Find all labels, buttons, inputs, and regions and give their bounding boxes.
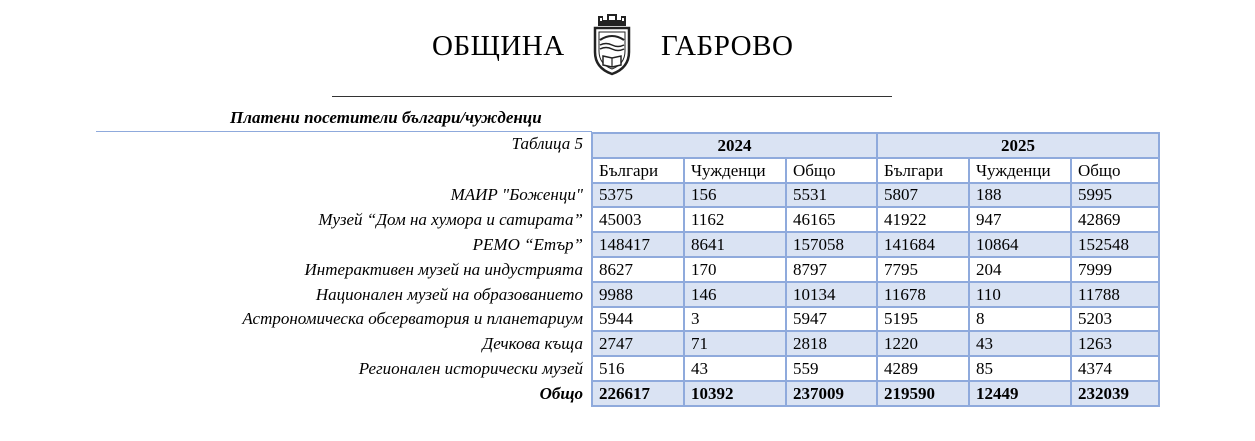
table-cell: 10134 bbox=[786, 282, 877, 307]
table-cell: 146 bbox=[684, 282, 786, 307]
table-caption: Таблица 5 bbox=[511, 134, 583, 153]
table-row bbox=[96, 257, 1159, 282]
table-cell: 41922 bbox=[877, 207, 969, 232]
table-cell: 43 bbox=[684, 356, 786, 381]
table-cell: 7999 bbox=[1071, 257, 1159, 282]
total-cell: 226617 bbox=[592, 381, 684, 406]
table-cell: 42869 bbox=[1071, 207, 1159, 232]
table-total-row bbox=[96, 381, 1159, 406]
total-cell: 219590 bbox=[877, 381, 969, 406]
table-cell: 170 bbox=[684, 257, 786, 282]
table-cell: 43 bbox=[969, 331, 1071, 356]
table-cell: 71 bbox=[684, 331, 786, 356]
table-cell: 5947 bbox=[786, 307, 877, 332]
table-cell: 5203 bbox=[1071, 307, 1159, 332]
table-cell: 3 bbox=[684, 307, 786, 332]
table-cell: 2747 bbox=[592, 331, 684, 356]
table-cell: 5195 bbox=[877, 307, 969, 332]
table-cell: 45003 bbox=[592, 207, 684, 232]
table-cell: 8641 bbox=[684, 232, 786, 257]
total-cell: 12449 bbox=[969, 381, 1071, 406]
visitors-table bbox=[96, 132, 1160, 407]
table-row bbox=[96, 331, 1159, 356]
table-cell: 141684 bbox=[877, 232, 969, 257]
row-label: Интерактивен музей на индустрията bbox=[304, 259, 583, 279]
row-label: РЕМО “Етър” bbox=[472, 235, 583, 255]
header-divider bbox=[332, 96, 892, 97]
table-cell: 4289 bbox=[877, 356, 969, 381]
table-cell: 2818 bbox=[786, 331, 877, 356]
table-cell: 110 bbox=[969, 282, 1071, 307]
row-label: Астрономическа обсерватория и планетариум bbox=[242, 309, 583, 329]
table-cell: 85 bbox=[969, 356, 1071, 381]
table-row bbox=[96, 282, 1159, 307]
table-year-row bbox=[96, 133, 1159, 158]
row-label: Дечкова къща bbox=[482, 334, 583, 354]
table-cell: 5944 bbox=[592, 307, 684, 332]
gabrovo-coat-of-arms-icon bbox=[590, 12, 634, 76]
row-label: Национален музей на образованието bbox=[315, 284, 583, 304]
table-cell: 559 bbox=[786, 356, 877, 381]
table-cell: 8 bbox=[969, 307, 1071, 332]
header-city-word: ГАБРОВО bbox=[661, 30, 794, 62]
column-header: Българи bbox=[877, 158, 969, 183]
table-cell: 157058 bbox=[786, 232, 877, 257]
table-cell: 8627 bbox=[592, 257, 684, 282]
column-header: Българи bbox=[592, 158, 684, 183]
table-cell: 4374 bbox=[1071, 356, 1159, 381]
column-header: Чужденци bbox=[684, 158, 786, 183]
table-cell: 10864 bbox=[969, 232, 1071, 257]
total-cell: 237009 bbox=[786, 381, 877, 406]
row-label: Регионален исторически музей bbox=[358, 359, 583, 379]
letterhead bbox=[0, 10, 1255, 80]
table-cell: 5995 bbox=[1071, 183, 1159, 208]
header-municipality-word: ОБЩИНА bbox=[432, 30, 565, 62]
total-cell: 10392 bbox=[684, 381, 786, 406]
table-cell: 11678 bbox=[877, 282, 969, 307]
table-cell: 1263 bbox=[1071, 331, 1159, 356]
table-cell: 5531 bbox=[786, 183, 877, 208]
table-cell: 188 bbox=[969, 183, 1071, 208]
column-header: Общо bbox=[1071, 158, 1159, 183]
column-header: Общо bbox=[786, 158, 877, 183]
table-row bbox=[96, 207, 1159, 232]
table-cell: 9988 bbox=[592, 282, 684, 307]
table-cell: 152548 bbox=[1071, 232, 1159, 257]
table-row bbox=[96, 183, 1159, 208]
table-cell: 5807 bbox=[877, 183, 969, 208]
table-cell: 1162 bbox=[684, 207, 786, 232]
table-cell: 5375 bbox=[592, 183, 684, 208]
table-cell: 8797 bbox=[786, 257, 877, 282]
row-label: Музей “Дом на хумора и сатирата” bbox=[318, 210, 583, 230]
table-row bbox=[96, 232, 1159, 257]
table-cell: 516 bbox=[592, 356, 684, 381]
column-header: Чужденци bbox=[969, 158, 1071, 183]
total-cell: 232039 bbox=[1071, 381, 1159, 406]
year-header-2025: 2025 bbox=[877, 133, 1159, 158]
table-cell: 11788 bbox=[1071, 282, 1159, 307]
table-cell: 46165 bbox=[786, 207, 877, 232]
table-title: Платени посетители българи/чужденци bbox=[230, 108, 542, 127]
table-cell: 7795 bbox=[877, 257, 969, 282]
row-label: МАИР "Боженци" bbox=[450, 185, 583, 205]
table-cell: 204 bbox=[969, 257, 1071, 282]
table-cell: 156 bbox=[684, 183, 786, 208]
total-label: Общо bbox=[539, 383, 583, 403]
table-cell: 947 bbox=[969, 207, 1071, 232]
table-row bbox=[96, 307, 1159, 332]
table-cell: 1220 bbox=[877, 331, 969, 356]
year-header-2024: 2024 bbox=[592, 133, 877, 158]
table-row bbox=[96, 356, 1159, 381]
table-cell: 148417 bbox=[592, 232, 684, 257]
